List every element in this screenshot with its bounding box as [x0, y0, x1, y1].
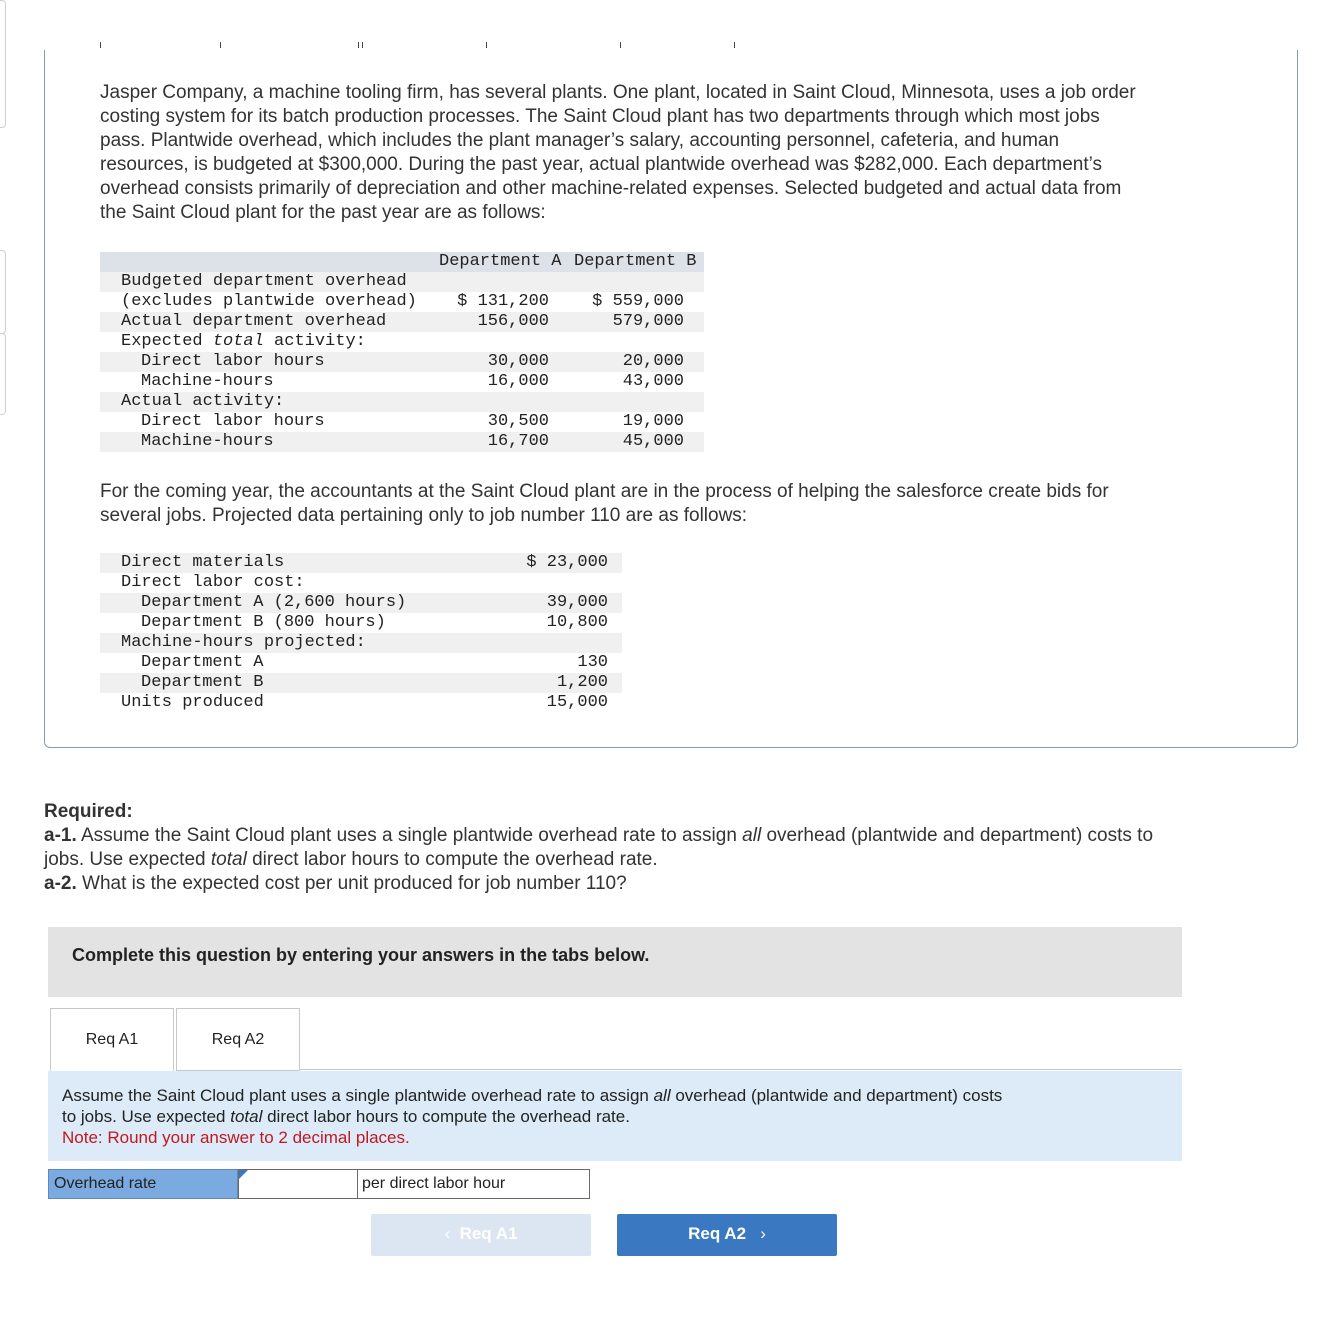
row-label: Direct materials: [121, 553, 285, 572]
required-a2: [44, 872, 1284, 896]
table-row: [100, 673, 622, 693]
table-row: [100, 392, 704, 412]
instruction-line: [62, 1106, 1172, 1127]
row-label: Machine-hours: [141, 432, 274, 451]
table-row: [100, 653, 622, 673]
a1-emphasis: all: [742, 825, 762, 846]
row-label-part: Expected: [121, 332, 213, 351]
intro-line: the Saint Cloud plant for the past year are as follows:: [100, 202, 546, 223]
a1-text: overhead (plantwide and department) costs to: [761, 825, 1154, 846]
row-label: Actual department overhead: [121, 312, 387, 331]
overhead-rate-unit: per direct labor hour: [358, 1169, 590, 1199]
cell-dept-a: 30,000: [487, 352, 549, 371]
row-label: Direct labor cost:: [121, 573, 305, 592]
row-label: Machine-hours projected:: [121, 633, 366, 652]
row-label: Direct labor hours: [141, 352, 325, 371]
instruction-text: to jobs. Use expected: [62, 1107, 231, 1126]
row-label: Machine-hours: [141, 372, 274, 391]
column-header-dept-b: Department B: [574, 252, 697, 271]
next-button-label: Req A2: [688, 1224, 747, 1243]
tab-req-a1[interactable]: [50, 1008, 174, 1071]
intro-line: Jasper Company, a machine tooling firm, has several plants. One plant, located in Saint Cloud, Minnesota, uses a job order: [100, 82, 1136, 103]
table-row: [100, 272, 704, 292]
row-value: 15,000: [546, 693, 608, 712]
table-row: [100, 693, 622, 713]
overhead-rate-label: Overhead rate: [48, 1169, 238, 1199]
row-label: Actual activity:: [121, 392, 285, 411]
next-req-a2-button[interactable]: [617, 1214, 837, 1256]
row-value: $ 23,000: [526, 553, 608, 572]
prev-req-a1-button[interactable]: [371, 1214, 591, 1256]
cell-dept-a: 16,700: [487, 432, 549, 451]
row-value: 1,200: [556, 673, 608, 692]
required-a1-line2: [44, 848, 1284, 872]
tab-req-a2[interactable]: [176, 1008, 300, 1071]
row-label: Units produced: [121, 693, 264, 712]
cell-dept-b: 45,000: [622, 432, 684, 451]
a1-text: direct labor hours to compute the overhead rate.: [246, 849, 658, 870]
instruction-line: [62, 1085, 1172, 1106]
instruction-text: direct labor hours to compute the overhead rate.: [262, 1107, 630, 1126]
row-label: (excludes plantwide overhead): [121, 292, 417, 311]
tab-divider: [299, 1069, 1182, 1070]
row-value: 130: [577, 653, 608, 672]
row-label: Direct labor hours: [141, 412, 325, 431]
problem-intro: [100, 81, 1250, 225]
clipped-text-marks: [100, 42, 740, 50]
a1-emphasis: total: [210, 849, 247, 870]
cell-dept-b: 19,000: [622, 412, 684, 431]
sidebar-stub: [0, 333, 6, 415]
table-row: [100, 553, 622, 573]
instruction-panel: [48, 1071, 1182, 1161]
a1-tag: a-1.: [44, 825, 77, 846]
instruction-emphasis: total: [230, 1107, 263, 1126]
table-row: [100, 432, 704, 452]
a2-text: What is the expected cost per unit produced for job number 110?: [76, 873, 627, 894]
required-a1: [44, 824, 1284, 848]
table-row: [100, 593, 622, 613]
row-label: Budgeted department overhead: [121, 272, 407, 291]
cell-dept-a: 30,500: [487, 412, 549, 431]
row-label: Department B: [141, 673, 264, 692]
cell-dept-a: $ 131,200: [457, 292, 549, 311]
column-header-dept-a: Department A: [439, 252, 562, 271]
rounding-note: Note: Round your answer to 2 decimal places.: [62, 1128, 410, 1147]
mid-line: For the coming year, the accountants at the Saint Cloud plant are in the process of helping the salesforce create bids for: [100, 481, 1109, 502]
row-label-emphasis: total: [212, 332, 264, 351]
cell-dept-a: 16,000: [487, 372, 549, 391]
intro-line: overhead consists primarily of depreciation and other machine-related expenses. Selected budgeted and actual data from: [100, 178, 1122, 199]
intro-line: costing system for its batch production processes. The Saint Cloud plant has two departments through which most jobs: [100, 106, 1100, 127]
tab-label: Req A2: [211, 1031, 265, 1048]
row-label-part: activity:: [263, 332, 366, 351]
intro-line: pass. Plantwide overhead, which includes the plant manager’s salary, accounting personnel, cafeteria, and human: [100, 130, 1060, 151]
row-label: Department A: [141, 653, 264, 672]
table-header-row: [100, 252, 704, 272]
table-row: [100, 573, 622, 593]
sidebar-stub: [0, 0, 6, 128]
row-value: 39,000: [546, 593, 608, 612]
instruction-text: overhead (plantwide and department) costs: [670, 1086, 1003, 1105]
required-section: [44, 800, 1284, 896]
intro-line: resources, is budgeted at $300,000. During the past year, actual plantwide overhead was $282,000. Each department’s: [100, 154, 1103, 175]
row-label: [121, 332, 366, 352]
table-row: [100, 352, 704, 372]
chevron-right-icon: ›: [760, 1224, 766, 1243]
table-row: [100, 613, 622, 633]
sidebar-stub: [0, 250, 6, 334]
cell-dept-a: 156,000: [477, 312, 549, 331]
cell-dept-b: $ 559,000: [592, 292, 684, 311]
instructions-banner: [48, 927, 1182, 997]
banner-text: Complete this question by entering your answers in the tabs below.: [72, 945, 650, 965]
cell-dept-b: 43,000: [622, 372, 684, 391]
cell-dept-b: 20,000: [622, 352, 684, 371]
job-110-intro: [100, 480, 1250, 528]
cell-dept-b: 579,000: [612, 312, 684, 331]
a1-text: jobs. Use expected: [44, 849, 211, 870]
overhead-rate-input[interactable]: [241, 1172, 355, 1196]
row-label: Department B (800 hours): [141, 613, 386, 632]
a2-tag: a-2.: [44, 873, 77, 894]
table-row: [100, 332, 704, 352]
overhead-rate-input-wrap: [238, 1169, 358, 1199]
required-heading: Required:: [44, 801, 133, 822]
chevron-left-icon: ‹: [444, 1224, 451, 1243]
instruction-emphasis: all: [653, 1086, 671, 1105]
prev-button-label: Req A1: [459, 1224, 518, 1243]
table-row: [100, 372, 704, 392]
row-label: Department A (2,600 hours): [141, 593, 407, 612]
table-row: [100, 312, 704, 332]
mid-line: several jobs. Projected data pertaining only to job number 110 are as follows:: [100, 505, 748, 526]
table-row: [100, 292, 704, 312]
table-row: [100, 412, 704, 432]
table-row: [100, 633, 622, 653]
a1-text: Assume the Saint Cloud plant uses a single plantwide overhead rate to assign: [76, 825, 743, 846]
tab-label: Req A1: [85, 1031, 139, 1048]
row-value: 10,800: [546, 613, 608, 632]
instruction-text: Assume the Saint Cloud plant uses a single plantwide overhead rate to assign: [62, 1086, 654, 1105]
